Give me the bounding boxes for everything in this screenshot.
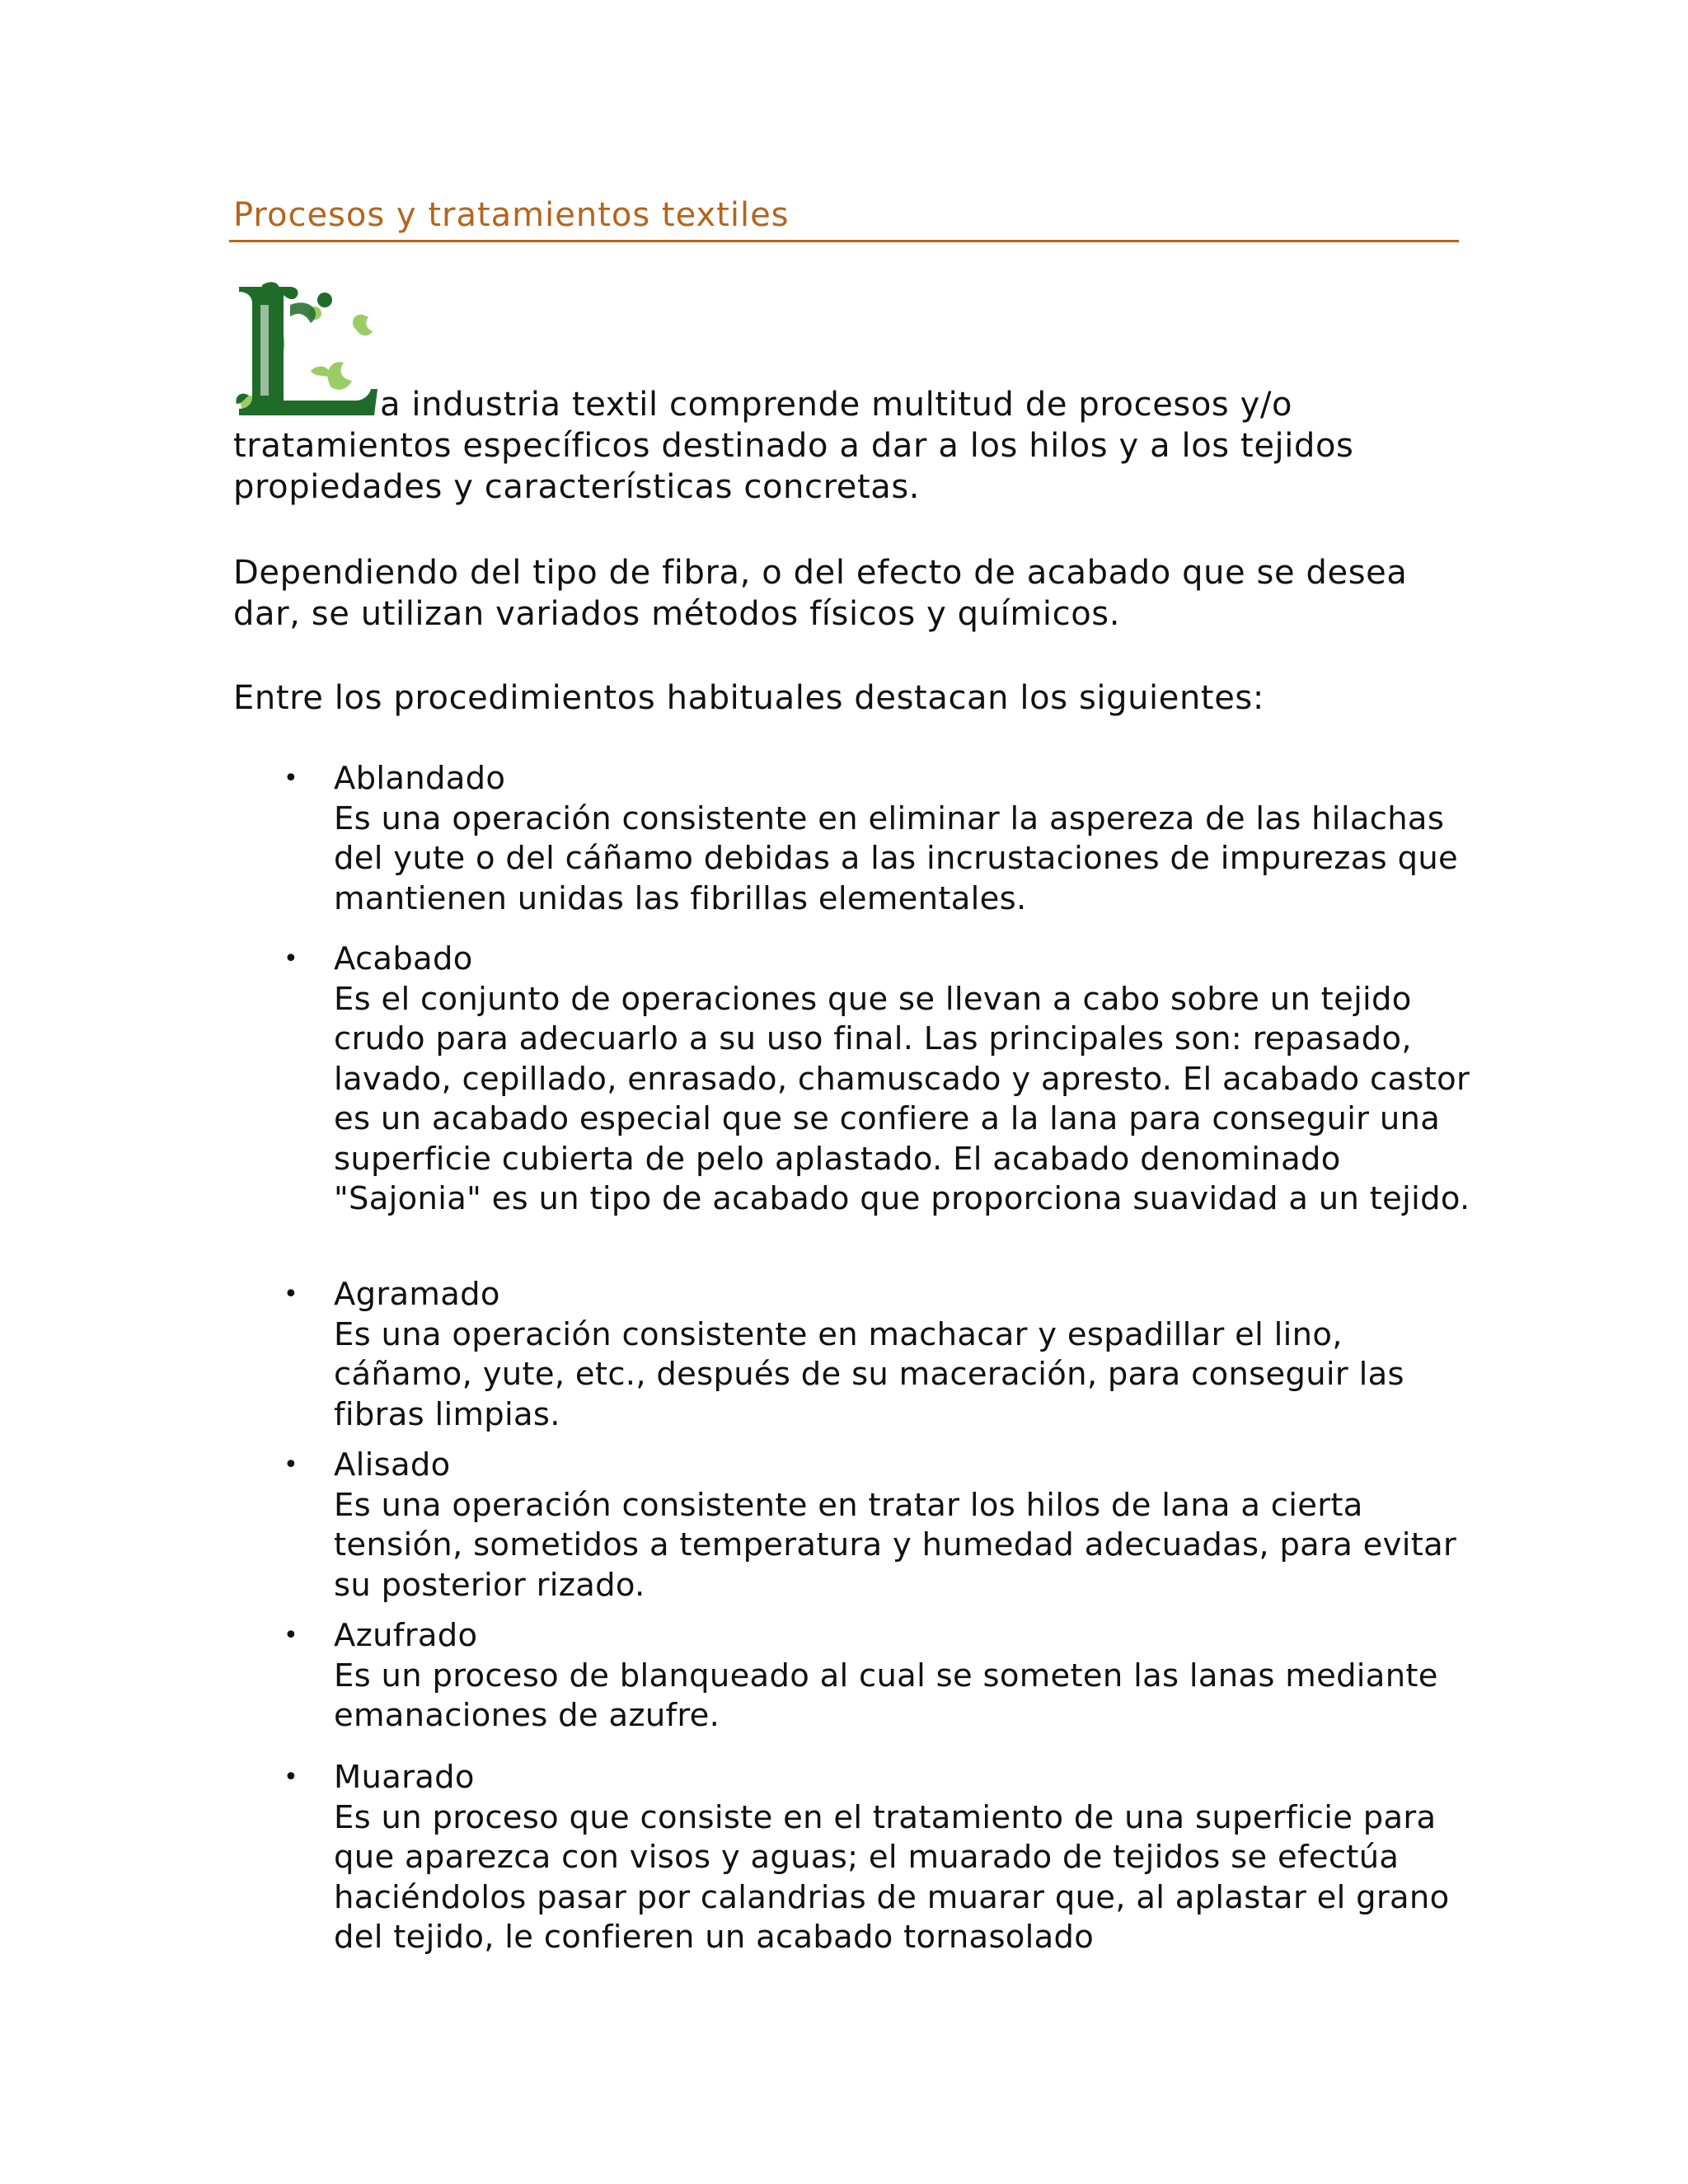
list-item-definition: Es un proceso que consiste en el tratamiento de una superficie para que aparezca con visos y aguas; el muarado de tejidos se efectúa haciéndolos pasar por calandrias de muarar que, al aplastar el grano del tejido, le confieren un acabado tornasolado [334,1798,1450,1956]
bullet-icon: • [284,1763,298,1792]
bullet-icon: • [284,1451,298,1479]
list-item [284,1446,1471,1605]
bullet-icon: • [284,944,298,973]
list-item-term: Azufrado [334,1617,478,1654]
list-item-term: Muarado [334,1759,475,1796]
paragraph-methods: Dependiendo del tipo de fibra, o del efecto de acabado que se desea dar, se utilizan variados métodos físicos y químicos. [233,554,1408,633]
list-item-definition: Es una operación consistente en eliminar la aspereza de las hilachas del yute o del cáñamo debidas a las incrustaciones de impurezas que mantienen unidas las fibrillas elementales. [334,799,1459,917]
list-item-definition: Es una operación consistente en machacar y espadillar el lino, cáñamo, yute, etc., después de su maceración, para conseguir las fibras limpias. [334,1315,1404,1433]
list-item [284,759,1471,919]
list-item-definition: Es una operación consistente en tratar los hilos de lana a cierta tensión, sometidos a temperatura y humedad adecuadas, para evitar su posterior rizado. [334,1486,1457,1604]
list-item [284,1616,1471,1736]
list-item [284,1758,1471,1958]
list-item-term: Agramado [334,1276,500,1313]
intro-continuation: tratamientos específicos destinado a dar a los hilos y a los tejidos propiedades y características concretas. [233,427,1354,506]
page-title: Procesos y tratamientos textiles [233,196,790,234]
paragraph-list-intro: Entre los procedimientos habituales destacan los siguientes: [233,679,1264,717]
intro-paragraph [233,384,1470,508]
list-item-definition: Es el conjunto de operaciones que se llevan a cabo sobre un tejido crudo para adecuarlo a su uso final. Las principales son: repasado, lavado, cepillado, enrasado, chamuscado y apresto. El acabado castor es un acabado especial que se confiere a la lana para conseguir una superficie cubierta de pelo aplastado. El acabado denominado "Sajonia" es un tipo de acabado que proporciona suavidad a un tejido. [334,980,1470,1217]
list-item [284,940,1471,1220]
list-item [284,1275,1471,1435]
title-underline [229,240,1459,242]
bullet-icon: • [284,1280,298,1309]
bullet-icon: • [284,1621,298,1650]
list-item-definition: Es un proceso de blanqueado al cual se someten las lanas mediante emanaciones de azufre. [334,1657,1438,1734]
bullet-icon: • [284,764,298,793]
list-item-term: Alisado [334,1446,451,1483]
intro-first-line: a industria textil comprende multitud de procesos y/o [380,386,1293,424]
list-item-term: Ablandado [334,760,506,797]
list-item-term: Acabado [334,940,473,977]
